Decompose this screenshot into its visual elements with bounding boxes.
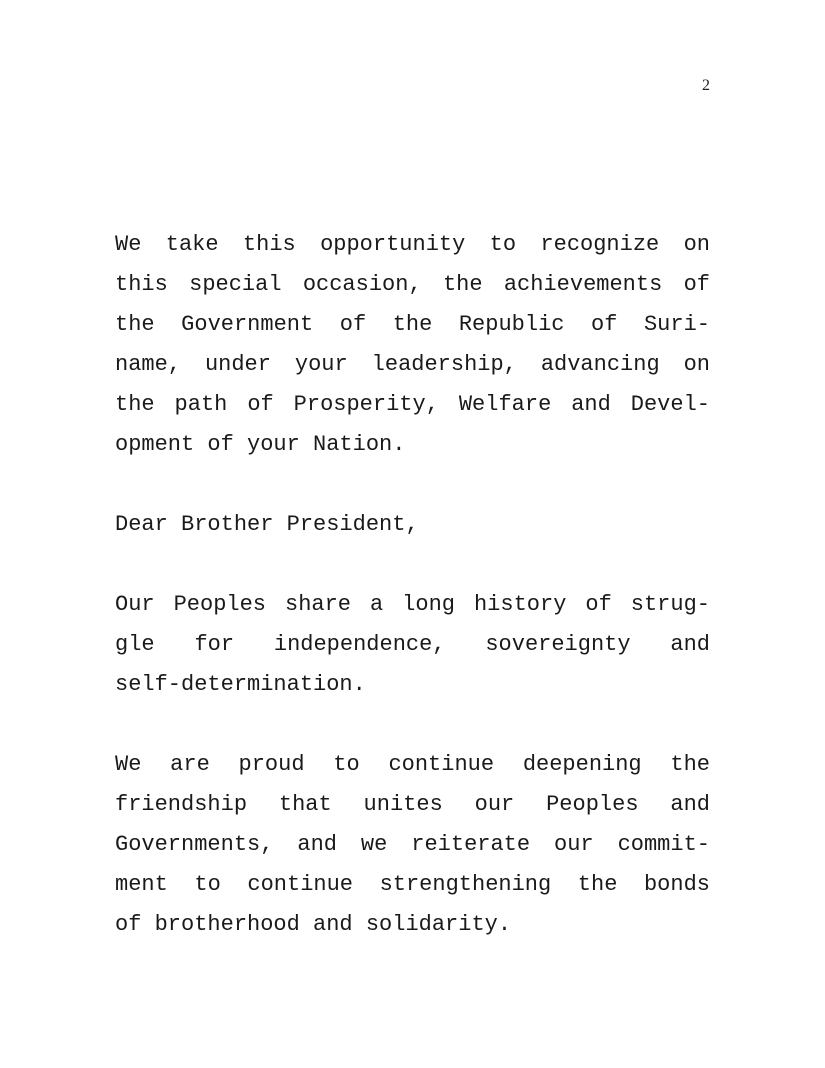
text-line: friendship that unites our Peoples and: [115, 792, 710, 817]
letter-body: [115, 225, 710, 945]
text-line: the path of Prosperity, Welfare and Devel-: [115, 392, 710, 417]
text-line: We are proud to continue deepening the: [115, 752, 710, 777]
text-line: name, under your leadership, advancing on: [115, 352, 710, 377]
paragraph-history: [115, 585, 710, 705]
page-number: 2: [702, 77, 710, 94]
paragraph-gap: [115, 705, 710, 745]
text-line: of brotherhood and solidarity.: [115, 912, 512, 937]
paragraph-salutation: [115, 505, 710, 545]
text-line: the Government of the Republic of Suri-: [115, 312, 710, 337]
text-line: ment to continue strengthening the bonds: [115, 872, 710, 897]
text-line: opment of your Nation.: [115, 432, 406, 457]
paragraph-gap: [115, 545, 710, 585]
salutation-line: Dear Brother President,: [115, 512, 419, 537]
text-line: We take this opportunity to recognize on: [115, 232, 710, 257]
text-line: this special occasion, the achievements of: [115, 272, 710, 297]
text-line: Governments, and we reiterate our commit-: [115, 832, 710, 857]
paragraph-gap: [115, 465, 710, 505]
paragraph-friendship: [115, 745, 710, 945]
text-line: Our Peoples share a long history of strug-: [115, 592, 710, 617]
paragraph-recognition: [115, 225, 710, 465]
text-line: gle for independence, sovereignty and: [115, 632, 710, 657]
text-line: self-determination.: [115, 672, 366, 697]
